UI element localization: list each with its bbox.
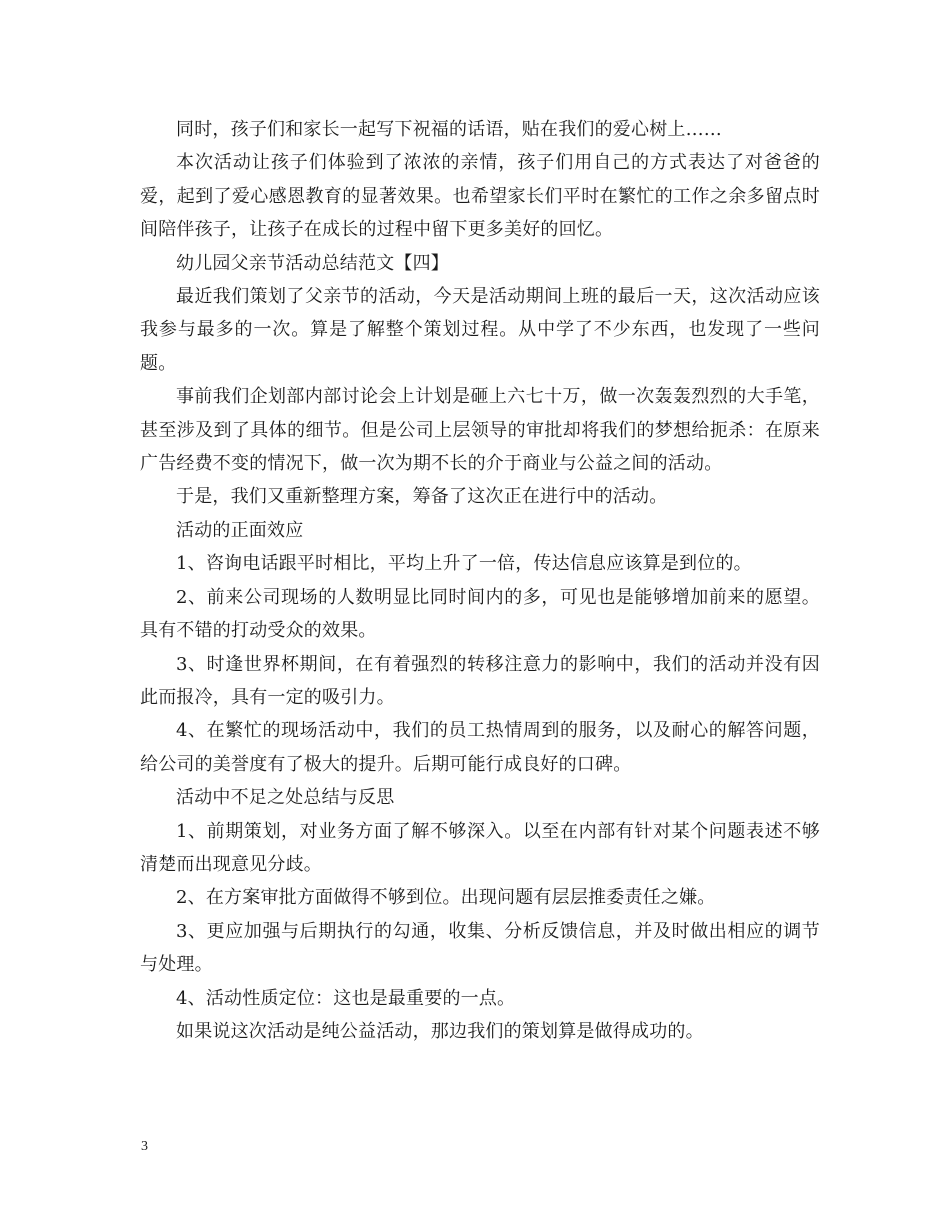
list-item-shortcoming-3: 3、更应加强与后期执行的勾通，收集、分析反馈信息，并及时做出相应的调节与处理。 [140, 920, 820, 976]
list-item-positive-1: 1、咨询电话跟平时相比，平均上升了一倍，传达信息应该算是到位的。 [176, 553, 752, 575]
subheading-shortcomings: 活动中不足之处总结与反思 [176, 787, 395, 809]
paragraph-5: 事前我们企划部内部讨论会上计划是砸上六七十万，做一次轰轰烈烈的大手笔，甚至涉及到了具体的细节。但是公司上层领导的审批却将我们的梦想给扼杀：在原来广告经费不变的情况下，做一次为期不长的介于商业与公益之间的活动。 [140, 386, 820, 475]
paragraph-1: 同时，孩子们和家长一起写下祝福的话语，贴在我们的爱心树上…… [176, 119, 722, 140]
list-item-shortcoming-1: 1、前期策划，对业务方面了解不够深入。以至在内部有针对某个问题表述不够清楚而出现意见分歧。 [140, 820, 820, 875]
list-item-shortcoming-2: 2、在方案审批方面做得不够到位。出现问题有层层推委责任之嫌。 [176, 887, 716, 909]
paragraph-6: 于是，我们又重新整理方案，筹备了这次正在进行中的活动。 [176, 486, 668, 508]
list-item-shortcoming-4: 4、活动性质定位：这也是最重要的一点。 [176, 987, 516, 1009]
list-item-positive-2: 2、前来公司现场的人数明显比同时间内的多，可见也是能够增加前来的愿望。具有不错的打动受众的效果。 [140, 586, 820, 642]
paragraph-closing: 如果说这次活动是纯公益活动，那边我们的策划算是做得成功的。 [176, 1020, 704, 1042]
paragraph-2: 本次活动让孩子们体验到了浓浓的亲情，孩子们用自己的方式表达了对爸爸的爱，起到了爱心感恩教育的显著效果。也希望家长们平时在繁忙的工作之余多留点时间陪伴孩子，让孩子在成长的过程中留下更多美好的回忆。 [140, 152, 820, 241]
paragraph-4: 最近我们策划了父亲节的活动，今天是活动期间上班的最后一天，这次活动应该我参与最多的一次。算是了解整个策划过程。从中学了不少东西，也发现了一些问题。 [140, 286, 820, 374]
list-item-positive-4: 4、在繁忙的现场活动中，我们的员工热情周到的服务，以及耐心的解答问题，给公司的美誉度有了极大的提升。后期可能行成良好的口碑。 [140, 720, 820, 775]
section-heading-4: 幼儿园父亲节活动总结范文【四】 [176, 252, 449, 274]
subheading-positive-effects: 活动的正面效应 [176, 519, 304, 541]
page-number: 3 [141, 1139, 148, 1154]
list-item-positive-3: 3、时逢世界杯期间，在有着强烈的转移注意力的影响中，我们的活动并没有因此而报冷，具有一定的吸引力。 [140, 653, 820, 708]
document-body [140, 113, 820, 1048]
